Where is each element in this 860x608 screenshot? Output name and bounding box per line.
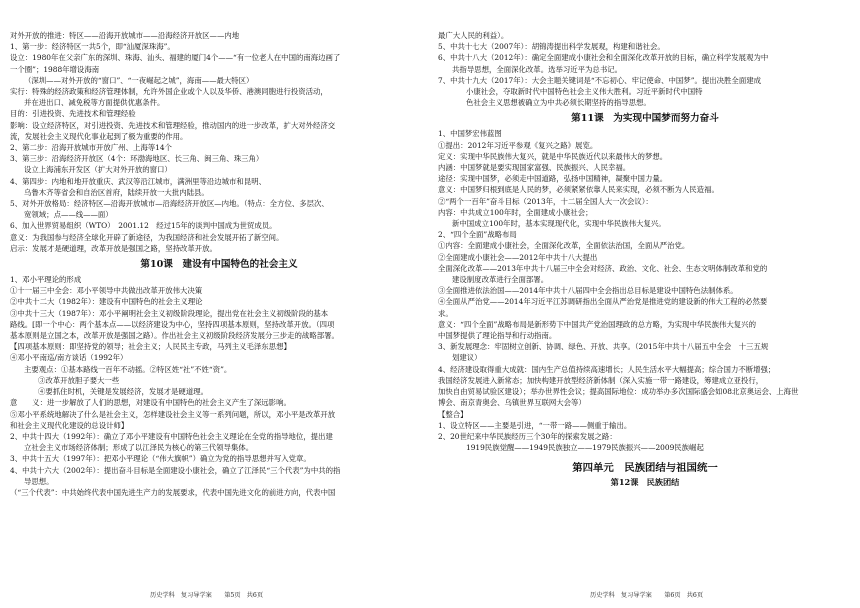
text-line: 6、加入世界贸易组织（WTO） 2001.12 经过15年的谈判中国成为世贸成员。 bbox=[10, 221, 277, 231]
text-line: 5、中共十七大（2007年）：胡锦涛提出科学发展观，构建和谐社会。 bbox=[438, 42, 665, 52]
text-line: 设立：1980年在父亲广东的深圳、珠海、汕头、福建的厦门4个——“有一位老人在中国的南海边画了 bbox=[10, 53, 341, 63]
text-line: 划建议） bbox=[452, 353, 482, 363]
text-line: 导思想。 bbox=[24, 476, 54, 486]
text-line: 2、第二步：沿海开放城市开放广州、上海等14个 bbox=[10, 143, 172, 153]
text-line: 7、中共十九大（2017年）：大会主题关键词是“不忘初心、牢记使命、中国梦”。提出决胜全面建成 bbox=[438, 75, 761, 85]
text-line: 4、第四步：内地和地开放重庆、武汉等沿江城市，满洲里等沿边城市和昆明、 bbox=[10, 176, 266, 186]
text-line: 实行：特殊的经济政策和经济管理体制，允许外国企业或个人以及华侨、港澳同胞进行投资活动， bbox=[10, 87, 328, 97]
left-section-opening bbox=[10, 30, 428, 254]
text-line: 中国梦提供了理论指导和行动指南。 bbox=[438, 331, 557, 341]
text-line: （“三个代表”：中共始终代表中国先进生产力的发展要求，代表中国先进文化的前进方向，代表中国 bbox=[10, 487, 336, 497]
footer-right: 历史学科 复习导学案 第6页 共6页 bbox=[590, 592, 704, 599]
text-line: 2、中共十四大（1992年）：确立了邓小平建设有中国特色社会主义理论在全党的指导地位，提出建 bbox=[10, 431, 333, 441]
text-line: ①提出：2012年习近平参观《复兴之路》展览。 bbox=[438, 140, 598, 150]
text-line: 立社会主义市场经济体制；形成了以江泽民为核心的第三代领导集体。 bbox=[24, 443, 254, 453]
right-column bbox=[438, 30, 852, 488]
text-line: ①十一届三中全会：邓小平领导中共做出改革开放伟大决策 bbox=[10, 286, 203, 296]
text-line: 5、对外开放格局：经济特区—沿海开放城市—沿海经济开放区—内地。（特点：全方位、多层次、 bbox=[10, 199, 329, 209]
text-line: 【四项基本原则：即坚持党的领导；社会主义；人民民主专政，马列主义毛泽东思想】 bbox=[10, 342, 291, 352]
right-section-congresses bbox=[438, 30, 852, 108]
text-line: （深圳——对外开放的“窗口”、“一夜崛起之城”，海南——最大特区） bbox=[24, 75, 254, 85]
text-line: ④要抓住时机，关键是发展经济，发展才是硬道理。 bbox=[38, 387, 208, 397]
text-line: 4、经济建设取得重大成就：国内生产总值持续高速增长；人民生活水平大幅提高；综合国力不断增强； bbox=[438, 364, 776, 374]
footer-left: 历史学科 复习导学案 第5页 共6页 bbox=[150, 592, 264, 599]
text-line: 和社会主义现代化建设的总设计师】 bbox=[10, 420, 129, 430]
text-line: 1、邓小平理论的形成 bbox=[10, 275, 82, 285]
text-line: 影响：设立经济特区，对引进投资、先进技术和管理经验，推动国内的进一步改革，扩大对外经济交 bbox=[10, 120, 336, 130]
left-section-socialism bbox=[10, 274, 428, 498]
text-line: ②“两个一百年”奋斗目标（2013年，十二届全国人大一次会议）： bbox=[438, 196, 653, 206]
text-line: 建设制度改革进行全面部署。 bbox=[452, 275, 549, 285]
text-line: 主要观点：①基本路线一百年不动摇。②特区姓“社”不姓“资”。 bbox=[24, 364, 232, 374]
text-line: 色社会主义思想被确立为中共必须长期坚持的指导思想。 bbox=[466, 98, 651, 108]
text-line: 内涵：中国梦就是要实现国家富强、民族振兴、人民幸福。 bbox=[438, 163, 631, 173]
text-line: 意义：为我国参与经济全球化开辟了新途径，为我国经济和社会发展开拓了新空间。 bbox=[10, 232, 284, 242]
text-line: ③中共十三大（1987年）：邓小平阐明社会主义初级阶段理论，提出党在社会主义初级阶段的基本 bbox=[10, 308, 329, 318]
text-line: 6、中共十八大（2012年）：确定全面建成小康社会和全面深化改革开放的目标，确立科学发展观为中 bbox=[438, 53, 769, 63]
text-line: 目的：引进投资、先进技术和管理经验 bbox=[10, 109, 136, 119]
left-column bbox=[10, 30, 428, 498]
text-line: 并在进出口、减免税等方面提供优惠条件。 bbox=[24, 98, 165, 108]
text-line: 1919民族觉醒——1949民族独立——1979民族振兴——2009民族崛起 bbox=[466, 443, 704, 453]
text-line: 3、中共十五大（1997年）：把邓小平理论（“伟大旗帜”）确立为党的指导思想并写入党章。 bbox=[10, 454, 311, 464]
text-line: 求。 bbox=[438, 308, 453, 318]
text-line: 一个圈”；1988年增设海南 bbox=[10, 64, 100, 74]
text-line: 3、第三步：沿海经济开放区（4个：环渤海地区、长三角、闽三角、珠三角） bbox=[10, 154, 264, 164]
lesson-10-title: 第10课 建设有中国特色的社会主义 bbox=[140, 259, 298, 271]
text-line: 乌鲁木齐等省会和自治区首府，陆续开放一大批内陆县。 bbox=[24, 187, 209, 197]
text-line: 2、20世纪来中华民族经历三个30年的探索发展之路： bbox=[438, 431, 617, 441]
unit-4-title: 第四单元 民族团结与祖国统一 bbox=[572, 462, 718, 475]
text-line: ③改革开放胆子要大一些 bbox=[38, 375, 120, 385]
text-line: 启示：发展才是硬道理，改革开放是强国之路，坚持改革开放。 bbox=[10, 243, 217, 253]
text-line: 对外开放的推进：特区——沿海开放城市——沿海经济开放区——内地 bbox=[10, 31, 240, 40]
text-line: 流，发展社会主义现代化事业起到了极为重要的作用。 bbox=[10, 131, 188, 141]
text-line: 定义：实现中华民族伟大复兴，就是中华民族近代以来最伟大的梦想。 bbox=[438, 151, 668, 161]
text-line: 1、设立特区——主要是引进，“一带一路——侧重于输出。 bbox=[438, 420, 632, 430]
text-line: 共指导思想，全面深化改革。选举习近平为总书记。 bbox=[452, 64, 622, 74]
text-line: 新中国成立100年时，基本实现现代化，实现中华民族伟大复兴。 bbox=[452, 219, 666, 229]
text-line: 设立上海浦东开发区（扩大对外开放的窗口） bbox=[24, 165, 172, 175]
text-line: 1、中国梦宏伟蓝图 bbox=[438, 129, 502, 139]
text-line: 1、第一步：经济特区一共5个，即“汕厦深珠海”。 bbox=[10, 42, 175, 52]
text-line: 小康社会，夺取新时代中国特色社会主义伟大胜利。习近平新时代中国特 bbox=[466, 87, 703, 97]
lesson-12-title: 第12课 民族团结 bbox=[610, 477, 680, 488]
text-line: 最广大人民的利益）。 bbox=[438, 31, 509, 40]
text-line: 3、新发展理念：牢固树立创新、协调、绿色、开放、共享。（2015年中共十八届五中全会 十三五规 bbox=[438, 342, 769, 352]
text-line: 博会、南京青奥会、乌镇世界互联网大会等） bbox=[438, 398, 586, 408]
text-line: ②全面建成小康社会——2012年中共十八大提出 bbox=[438, 252, 598, 262]
text-line: 全面深化改革——2013年中共十八届三中全会对经济、政治、文化、社会、生态文明体制改革和党的 bbox=[438, 263, 768, 273]
text-line: 宽领域；点——线——面） bbox=[24, 210, 113, 220]
text-line: 【整合】 bbox=[438, 409, 468, 419]
text-line: 意 义：进一步解放了人们的思想，对建设有中国特色的社会主义产生了深远影响。 bbox=[10, 398, 291, 408]
text-line: 4、中共十六大（2002年）：提出奋斗目标是全面建设小康社会，确立了江泽民“三个代表”为中共的指 bbox=[10, 465, 341, 475]
text-line: ③全面推进依法治国——2014年中共十八届四中全会指出总目标是建设中国特色法制体系。 bbox=[438, 286, 738, 296]
right-section-china-dream bbox=[438, 128, 852, 453]
text-line: 意义：“四个全面”战略布局是新形势下中国共产党治国理政的总方略，为实现中华民族伟大复兴的 bbox=[438, 319, 756, 329]
text-line: 基本原则是立国之本，改革开放是强国之路）。作出社会主义初级阶段经济发展分三步走的战略部署。 bbox=[10, 331, 339, 341]
text-line: 途径：实现中国梦，必须走中国道路，弘扬中国精神，凝聚中国力量。 bbox=[438, 174, 668, 184]
text-line: ②中共十二大（1982年）：建设有中国特色的社会主义理论 bbox=[10, 297, 203, 307]
text-line: 路线。[即一个中心：两个基本点——以经济建设为中心，坚持四项基本原则，坚持改革开放。（四项 bbox=[10, 319, 335, 329]
text-line: 加快自由贸易试验区建设）；举办世界性会议；提高国际地位：成功举办多次国际盛会如08北京奥运会、上海世 bbox=[438, 387, 799, 397]
text-line: 意义：中国梦归根到底是人民的梦，必须紧紧依靠人民来实现，必须不断为人民造福。 bbox=[438, 185, 719, 195]
lesson-11-title: 第11课 为实现中国梦而努力奋斗 bbox=[571, 113, 719, 125]
text-line: 2、“四个全面”战略布局 bbox=[438, 230, 517, 240]
text-line: ④邓小平南巡/南方谈话（1992年） bbox=[10, 353, 128, 363]
text-line: ①内容：全面建成小康社会，全面深化改革，全面依法治国，全面从严治党。 bbox=[438, 241, 690, 251]
text-line: ④全面从严治党——2014年习近平江苏调研指出全面从严治党是推进党的建设新的伟大工程的必然要 bbox=[438, 297, 768, 307]
text-line: ⑤邓小平系统地解决了什么是社会主义，怎样建设社会主义等一系列问题，所以，邓小平是改革开放 bbox=[10, 409, 336, 419]
text-line: 我国经济发展进入新常态；加快构建开放型经济新体制（深入实施一带一路建设，筹建成立亚投行， bbox=[438, 375, 764, 385]
text-line: 内容：中共成立100年时，全面建成小康社会； bbox=[438, 207, 593, 217]
